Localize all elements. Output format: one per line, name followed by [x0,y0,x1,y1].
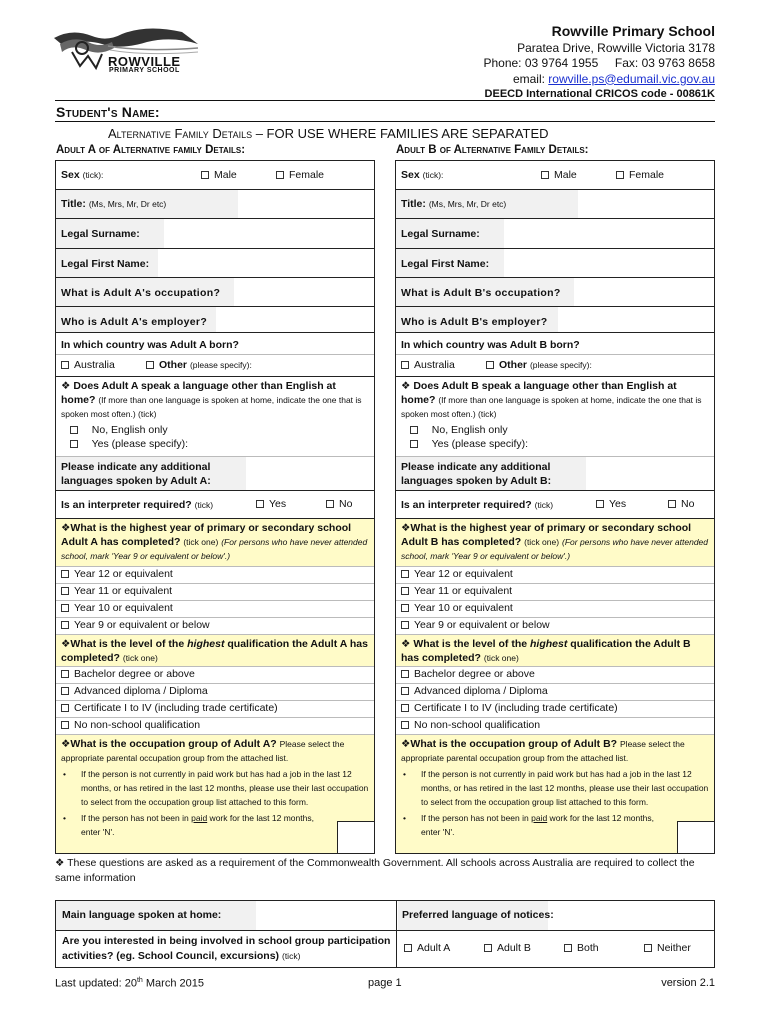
school-phone: Phone: 03 9764 1955 Fax: 03 9763 8658 [483,56,715,70]
female-option[interactable] [276,169,324,181]
qual-question-end: qualification the Adult B has completed? [401,638,691,664]
qual-question-emphasis: highest [530,638,568,650]
occupation-row [396,278,714,307]
checkbox-icon[interactable] [564,944,572,952]
option-label: Both [577,942,599,954]
checkbox-icon[interactable] [401,604,409,612]
qual-label: No non-school qualification [414,719,541,731]
occ-instructions [396,767,714,839]
lang-yes-label: Yes (please specify): [91,438,189,450]
year-option[interactable] [396,601,714,618]
language-question: ❖ Does Adult B speak a language other than English at home? [401,380,677,406]
year-label: Year 11 or equivalent [74,585,173,597]
neither-option[interactable] [644,942,691,954]
born-label: In which country was Adult B born? [401,339,580,351]
australia-label: Australia [414,359,455,371]
language-hint: (If more than one language is spoken at home, indicate the one that is spoken most often.) (tick) [61,395,362,419]
checkbox-icon[interactable] [61,361,69,369]
surname-label: Legal Surname: [61,228,140,240]
year-label: Year 9 or equivalent or below [414,619,550,631]
year-label: Year 10 or equivalent [414,602,513,614]
both-option[interactable] [564,942,599,954]
checkbox-icon[interactable] [644,944,652,952]
interpreter-tick-hint: (tick) [194,500,214,510]
country-options-row [396,355,714,377]
qual-label: Advanced diploma / Diploma [414,685,548,697]
sex-row [56,161,374,190]
checkbox-icon[interactable] [410,426,418,434]
adult-b-heading: Adult B of Alternative Family Details: [396,144,589,156]
title-hint: (Ms, Mrs, Mr, Dr etc) [428,199,507,209]
school-tick-hint: (tick one) [183,537,219,547]
school-hint: (For persons who have never attended school, mark 'Year 9 or equivalent or below'.) [61,537,368,561]
first-name-label: Legal First Name: [401,258,490,270]
checkbox-icon[interactable] [401,704,409,712]
occ-instructions [56,767,374,839]
version: version 2.1 [661,977,715,989]
employer-row [396,307,714,333]
lang-yes-label: Yes (please specify): [431,438,529,450]
lang-yes-option[interactable] [396,437,714,451]
year-label: Year 12 or equivalent [414,568,513,580]
qual-option[interactable] [56,701,374,718]
qual-option[interactable] [396,684,714,701]
school-tick-hint: (tick one) [524,537,560,547]
checkbox-icon[interactable] [668,500,676,508]
occ-group-question: ❖What is the occupation group of Adult A? [61,738,277,750]
checkbox-icon[interactable] [61,687,69,695]
interpreter-yes-option[interactable] [596,498,626,510]
occ-instruction: • If the person is not currently in paid work but has had a job in the last 12 months, or has retired in the last 12 months, please use their last occupation to select from the occupation group list attached to this form. [401,767,714,809]
logo-subtext: PRIMARY SCHOOL [109,67,180,74]
occ-group-question: ❖What is the occupation group of Adult B? [401,738,618,750]
cricos-code: DEECD International CRICOS code - 00861K [484,88,715,100]
occ-instruction: • If the person is not currently in paid work but has had a job in the last 12 months, or has retired in the last 12 months, please use their last occupation to select from the occupation group list attached to this form. [61,767,374,809]
no-label: No [681,498,695,510]
student-rule [55,121,715,122]
commonwealth-note: ❖ These questions are asked as a requirement of the Commonwealth Government. All schools across Australia are required to collect the same information [55,857,695,884]
main-language-label: Main language spoken at home: [62,909,222,921]
qual-question-start: ❖ What is the level of the [401,638,531,650]
language-hint: (If more than one language is spoken at home, indicate the one that is spoken most often.) (tick) [401,395,702,419]
female-label: Female [289,169,325,181]
email-label: email: [512,71,549,86]
checkbox-icon[interactable] [70,440,78,448]
page-number: page 1 [368,977,402,989]
language-question: ❖ Does Adult A speak a language other than English at home? [61,380,336,406]
qual-option[interactable] [396,718,714,735]
checkbox-icon[interactable] [401,361,409,369]
school-question: ❖What is the highest year of primary or secondary school Adult B has completed? [401,522,692,548]
participation-question: Are you interested in being involved in school group participation activities? (eg. School Council, excursions) [62,935,391,962]
occ-group-hint: Please select the appropriate parental occupation group from the attached list. [61,739,345,763]
interpreter-no-option[interactable] [326,498,352,510]
checkbox-icon[interactable] [401,687,409,695]
checkbox-icon[interactable] [326,500,334,508]
interpreter-label: Is an interpreter required? [401,499,532,511]
lang-yes-option[interactable] [56,437,374,451]
other-hint: (please specify): [529,360,592,370]
occupation-row [56,278,374,307]
school-hint: (For persons who have never attended school, mark 'Year 9 or equivalent or below'.) [401,537,709,561]
checkbox-icon[interactable] [61,670,69,678]
lang-no-label: No, English only [431,424,508,436]
first-name-row [396,249,714,278]
alt-title-bold: Alternative Family Details – [108,126,263,141]
sex-label: Sex [61,169,80,181]
occ-group-hint: Please select the appropriate parental occupation group from the attached list. [401,739,685,763]
preferred-language-label: Preferred language of notices: [402,909,554,921]
female-label: Female [629,169,665,181]
occupation-group-row [56,735,374,853]
other-label: Other [159,359,188,371]
checkbox-icon[interactable] [401,570,409,578]
year-label: Year 9 or equivalent or below [74,619,210,631]
occ-group-answer-box[interactable] [677,821,715,854]
qual-option[interactable] [56,667,374,684]
checkbox-icon[interactable] [70,426,78,434]
qual-question-end: qualification the Adult A has completed? [61,638,368,664]
school-address: Paratea Drive, Rowville Victoria 3178 [517,40,715,55]
surname-row [396,219,714,249]
sex-row [396,161,714,190]
language-row [396,377,714,457]
language-row [56,377,374,457]
year-option[interactable] [56,584,374,601]
born-row [396,333,714,355]
employer-label: Who is Adult B's employer? [401,316,548,328]
header-rule [55,100,715,101]
male-label: Male [214,169,237,181]
checkbox-icon[interactable] [61,587,69,595]
qual-label: Certificate I to IV (including trade certificate) [74,702,278,714]
alt-title-rest: FOR USE WHERE FAMILIES ARE SEPARATED [262,126,549,141]
checkbox-icon[interactable] [61,621,69,629]
qual-option[interactable] [56,684,374,701]
checkbox-icon[interactable] [541,171,549,179]
checkbox-icon[interactable] [484,944,492,952]
qual-tick-hint: (tick one) [122,653,158,663]
yes-label: Yes [609,498,627,510]
qualification-question-row [56,635,374,667]
title-row [396,190,714,219]
country-options-row [56,355,374,377]
employer-label: Who is Adult A's employer? [61,316,208,328]
qual-label: Certificate I to IV (including trade certificate) [414,702,618,714]
born-label: In which country was Adult A born? [61,339,239,351]
female-option[interactable] [616,169,664,181]
other-country-option[interactable] [486,359,592,371]
checkbox-icon[interactable] [404,944,412,952]
surname-row [56,219,374,249]
checkbox-icon[interactable] [401,587,409,595]
participation-row [56,931,714,967]
adult-b-panel [395,160,715,854]
checkbox-icon[interactable] [486,361,494,369]
checkbox-icon[interactable] [201,171,209,179]
title-label: Title: [401,198,426,210]
year-option[interactable] [396,584,714,601]
adult-a-panel [55,160,375,854]
title-row [56,190,374,219]
school-details [483,24,715,103]
school-email-line [483,72,715,88]
year-option[interactable] [56,601,374,618]
yes-label: Yes [269,498,287,510]
additional-language-row [396,457,714,491]
qual-label: Bachelor degree or above [414,668,535,680]
logo-text: ROWVILLE [108,54,181,69]
born-row [56,333,374,355]
school-question: ❖What is the highest year of primary or secondary school Adult A has completed? [61,522,352,548]
checkbox-icon[interactable] [61,721,69,729]
interpreter-yes-option[interactable] [256,498,286,510]
option-label: Neither [657,942,691,954]
qual-tick-hint: (tick one) [483,653,519,663]
school-question-row [56,519,374,567]
sex-tick-hint: (tick): [422,170,444,180]
interpreter-label: Is an interpreter required? [61,499,192,511]
additional-language-label: Please indicate any additional languages spoken by Adult B: [401,461,552,487]
qualification-question-row [396,635,714,667]
lang-no-label: No, English only [91,424,168,436]
checkbox-icon[interactable] [276,171,284,179]
sex-label: Sex [401,169,420,181]
checkbox-icon[interactable] [410,440,418,448]
year-option[interactable] [396,567,714,584]
surname-label: Legal Surname: [401,228,480,240]
first-name-label: Legal First Name: [61,258,150,270]
lang-no-option[interactable] [396,423,714,437]
interpreter-row [396,491,714,519]
other-country-option[interactable] [146,359,252,371]
title-hint: (Ms, Mrs, Mr, Dr etc) [88,199,167,209]
interpreter-tick-hint: (tick) [534,500,554,510]
checkbox-icon[interactable] [616,171,624,179]
occupation-group-row [396,735,714,853]
school-question-row [396,519,714,567]
checkbox-icon[interactable] [401,670,409,678]
male-label: Male [554,169,577,181]
adult-a-option[interactable] [404,942,450,954]
school-name: Rowville Primary School [551,23,715,39]
adult-b-option[interactable] [484,942,531,954]
year-option[interactable] [396,618,714,635]
sex-tick-hint: (tick): [82,170,104,180]
year-label: Year 10 or equivalent [74,602,173,614]
checkbox-icon[interactable] [61,604,69,612]
first-name-row [56,249,374,278]
language-row [56,901,714,931]
other-label: Other [499,359,528,371]
qual-label: Advanced diploma / Diploma [74,685,208,697]
qual-option[interactable] [396,667,714,684]
last-updated: Last updated: 20th March 2015 [55,977,204,990]
occ-instruction: • If the person has not been in paid work for the last 12 months, enter 'N'. [61,811,331,839]
checkbox-icon[interactable] [596,500,604,508]
checkbox-icon[interactable] [401,721,409,729]
language-preferences-table [55,900,715,968]
lang-no-option[interactable] [56,423,374,437]
occupation-label: What is Adult B's occupation? [401,287,561,299]
other-hint: (please specify): [189,360,252,370]
additional-language-row [56,457,374,491]
qual-question-start: ❖What is the level of the [61,638,188,650]
year-label: Year 12 or equivalent [74,568,173,580]
no-label: No [339,498,353,510]
checkbox-icon[interactable] [61,570,69,578]
option-label: Adult A [417,942,451,954]
year-option[interactable] [56,618,374,635]
interpreter-no-option[interactable] [668,498,694,510]
qual-option[interactable] [56,718,374,735]
student-name-label: Student's Name: [56,104,160,120]
employer-row [56,307,374,333]
checkbox-icon[interactable] [256,500,264,508]
occupation-label: What is Adult A's occupation? [61,287,221,299]
australia-option[interactable] [401,359,455,371]
australia-label: Australia [74,359,115,371]
qual-label: Bachelor degree or above [74,668,195,680]
qual-option[interactable] [396,701,714,718]
qual-label: No non-school qualification [74,719,201,731]
year-label: Year 11 or equivalent [414,585,513,597]
school-email-link[interactable]: rowville.ps@edumail.vic.gov.au [548,71,715,86]
occ-group-answer-box[interactable] [337,821,375,854]
male-option[interactable] [541,169,577,181]
title-label: Title: [61,198,86,210]
option-label: Adult B [497,942,531,954]
interpreter-row [56,491,374,519]
checkbox-icon[interactable] [61,704,69,712]
qual-question-emphasis: highest [187,638,225,650]
year-option[interactable] [56,567,374,584]
occ-instruction: • If the person has not been in paid work for the last 12 months, enter 'N'. [401,811,671,839]
participation-tick-hint: (tick) [281,951,301,961]
male-option[interactable] [201,169,237,181]
australia-option[interactable] [61,359,115,371]
adult-a-heading: Adult A of Alternative family Details: [56,144,246,156]
checkbox-icon[interactable] [401,621,409,629]
additional-language-label: Please indicate any additional languages spoken by Adult A: [61,461,211,487]
alt-family-title [108,126,549,141]
checkbox-icon[interactable] [146,361,154,369]
